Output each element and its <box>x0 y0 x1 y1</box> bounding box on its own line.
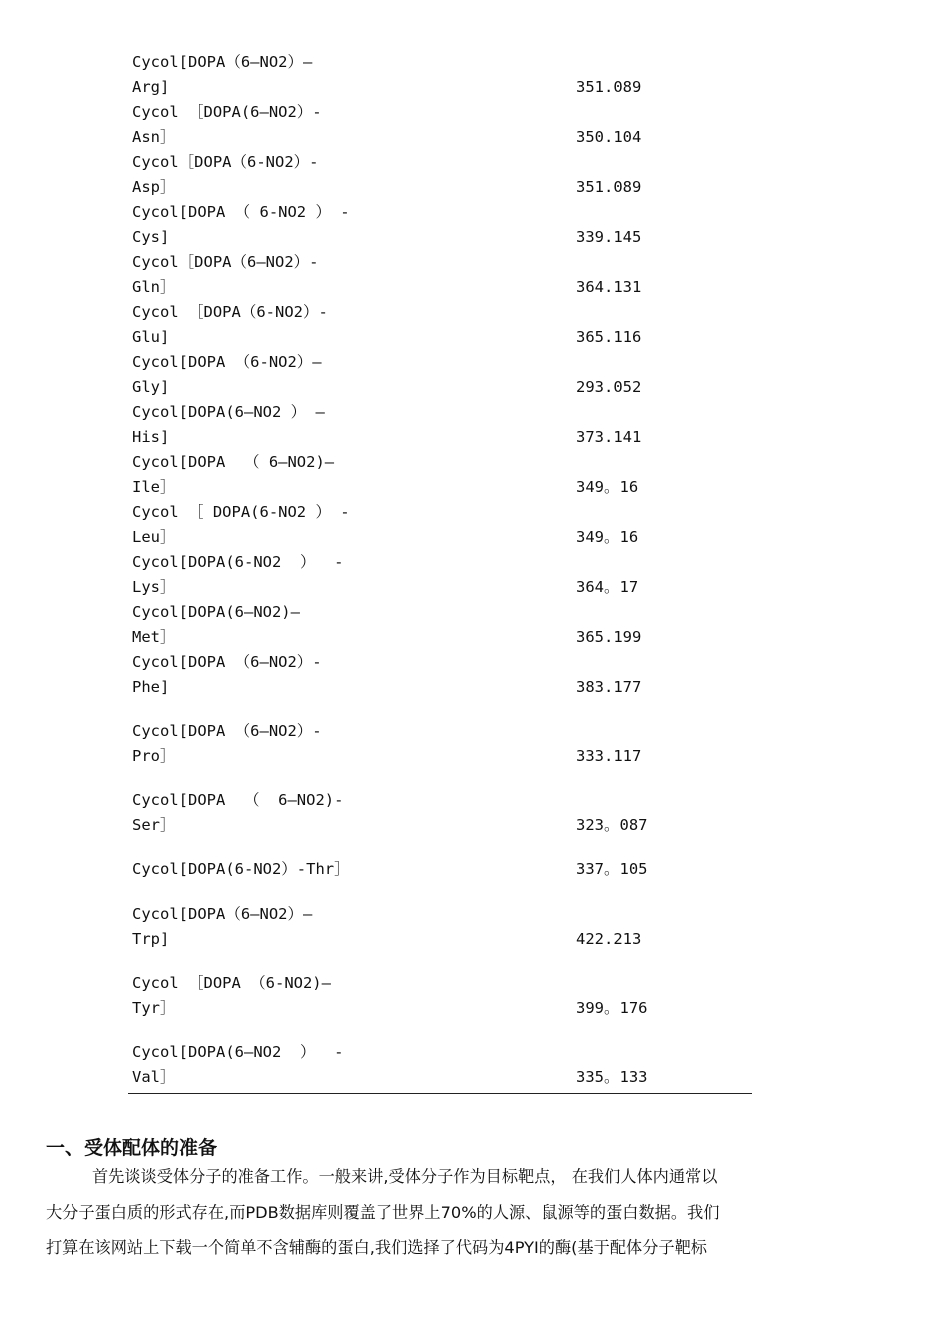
compound-name: Cycol[DOPA（6—NO2）— Arg] <box>132 53 313 96</box>
molecular-weight: 364。17 <box>576 578 639 596</box>
compound-name: Cycol［DOPA（6—NO2）- Gln］ <box>132 253 319 296</box>
section-heading: 一、受体配体的准备 <box>46 1137 218 1159</box>
molecular-weight: 351.089 <box>576 178 642 196</box>
molecular-weight: 365.199 <box>576 628 642 646</box>
molecular-weight: 349。16 <box>576 528 639 546</box>
compound-name: Cycol ［DOPA （6-NO2)— Tyr］ <box>132 974 331 1017</box>
molecular-weight: 335。133 <box>576 1068 648 1086</box>
paragraph-line: 首先谈谈受体分子的准备工作。一般来讲,受体分子作为目标靶点， 在我们人体内通常以 <box>92 1167 718 1186</box>
compound-name: Cycol[DOPA(6-NO2）-Thr］ <box>132 860 350 878</box>
molecular-weight: 339.145 <box>576 228 642 246</box>
compound-name: Cycol[DOPA （ 6—NO2)— Ile］ <box>132 453 335 496</box>
paragraph-line: 大分子蛋白质的形式存在,而PDB数据库则覆盖了世界上70%的人源、鼠源等的蛋白数据。我们 <box>46 1202 720 1222</box>
molecular-weight: 333.117 <box>576 747 642 765</box>
compound-name: Cycol[DOPA(6—NO2 ） - Val］ <box>132 1043 344 1086</box>
compound-name: Cycol[DOPA(6-NO2 ） - Lys］ <box>132 553 344 596</box>
paragraph-line: 打算在该网站上下载一个简单不含辅酶的蛋白,我们选择了代码为4PYI的酶(基于配体分子靶标 <box>46 1238 707 1257</box>
molecular-weight: 364.131 <box>576 278 642 296</box>
molecular-weight: 365.116 <box>576 328 642 346</box>
molecular-weight: 422.213 <box>576 930 642 948</box>
molecular-weight: 399。176 <box>576 999 648 1017</box>
molecular-weight: 337。105 <box>576 860 648 878</box>
section-paragraph <box>46 1159 908 1266</box>
molecular-weight: 351.089 <box>576 78 642 96</box>
compound-name: Cycol[DOPA （ 6—NO2)- Ser］ <box>132 791 344 834</box>
compound-name: Cycol[DOPA （6-NO2）— Gly] <box>132 353 322 396</box>
table-bottom-rule <box>128 1093 752 1094</box>
compound-name: Cycol[DOPA （6—NO2）- Phe] <box>132 653 322 696</box>
compound-name: Cycol ［DOPA(6—NO2）- Asn］ <box>132 103 322 146</box>
molecular-weight: 383.177 <box>576 678 642 696</box>
compound-name: Cycol ［ DOPA(6-NO2 ） - Leu］ <box>132 503 350 546</box>
compound-name: Cycol ［DOPA（6-NO2）- Glu] <box>132 303 328 346</box>
molecular-weight: 350.104 <box>576 128 642 146</box>
compound-name: Cycol[DOPA （6—NO2）- Pro］ <box>132 722 322 765</box>
compound-name: Cycol［DOPA（6-NO2）- Asp］ <box>132 153 319 196</box>
molecular-weight: 293.052 <box>576 378 642 396</box>
molecular-weight: 349。16 <box>576 478 639 496</box>
compound-name: Cycol[DOPA(6—NO2 ） — His] <box>132 403 325 446</box>
molecular-weight: 373.141 <box>576 428 642 446</box>
compound-name: Cycol[DOPA(6—NO2)— Met］ <box>132 603 300 646</box>
compound-name: Cycol[DOPA（6—NO2）— Trp] <box>132 905 313 948</box>
molecular-weight: 323。087 <box>576 816 648 834</box>
compound-name: Cycol[DOPA （ 6-NO2 ） - Cys] <box>132 203 350 246</box>
